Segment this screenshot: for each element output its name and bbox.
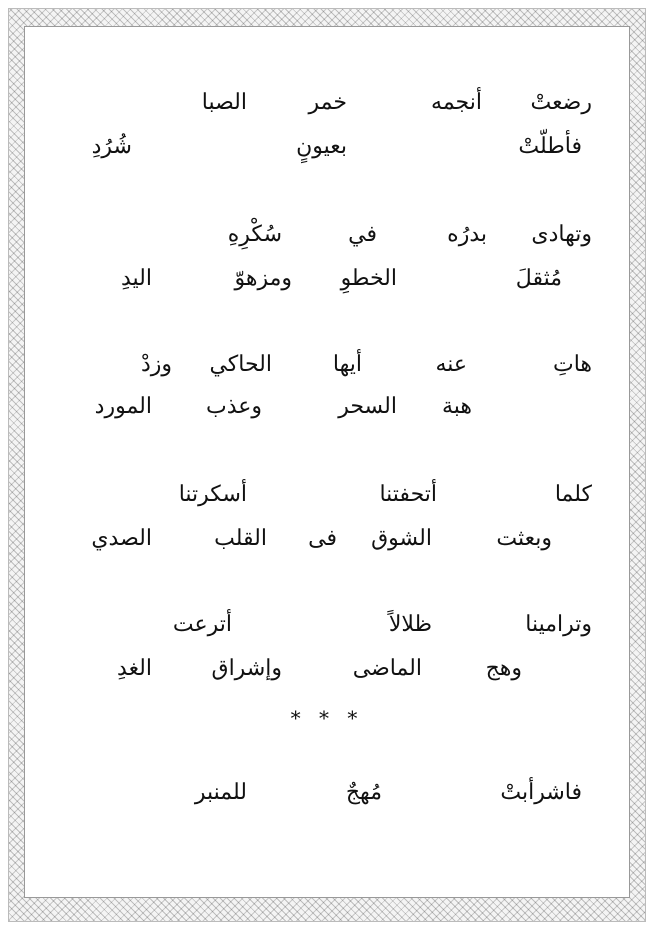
verse-word: خمر: [308, 90, 347, 115]
verse-word: أترعت: [172, 612, 232, 637]
verse-word: الغدِ: [117, 656, 152, 681]
verse-word: مُثقلَ: [515, 266, 562, 291]
verse-line: [62, 90, 592, 130]
verse-line: [62, 612, 592, 652]
section-separator: * * *: [290, 706, 364, 730]
verse-word: ظلالاً: [388, 612, 432, 637]
verse-word: كلما: [554, 482, 592, 507]
verse-word: بعيونٍ: [296, 134, 347, 159]
verse-word: رضعتْ: [530, 90, 592, 115]
verse-word: وهج: [485, 656, 522, 681]
verse-word: مُهجٌ: [345, 780, 382, 805]
verse-word: سُكْرِهِ: [227, 222, 282, 247]
verse-word: أيها: [332, 352, 362, 377]
verse-word: شُرُدِ: [91, 134, 132, 159]
verse-word: للمنبر: [194, 780, 247, 805]
verse-word: وعذب: [205, 394, 262, 419]
verse-line: [62, 526, 592, 566]
verse-line: [62, 352, 592, 392]
verse-word: وزدْ: [140, 352, 172, 377]
verse-line: [62, 134, 592, 174]
verse-word: اليدِ: [120, 266, 152, 291]
verse-word: هاتِ: [552, 352, 592, 377]
verse-word: هبة: [441, 394, 472, 419]
verse-word: وبعثت: [496, 526, 552, 551]
verse-word: فاشرأبتْ: [500, 780, 582, 805]
verse-word: السحر: [338, 394, 397, 419]
verse-word: بدرُه: [447, 222, 487, 247]
verse-word: الماضى: [352, 656, 422, 681]
verse-line: [62, 656, 592, 696]
verse-word: وإشراق: [211, 656, 282, 681]
verse-word: أتحفتنا: [379, 482, 437, 507]
verse-word: ومزهوّ: [234, 266, 292, 291]
verse-word: أنجمه: [431, 90, 482, 115]
verse-word: في: [348, 222, 377, 247]
verse-word: القلب: [214, 526, 267, 551]
verse-word: عنه: [435, 352, 467, 377]
verse-word: فى: [308, 526, 337, 551]
verse-word: فأطلّتْ: [518, 134, 582, 159]
verse-word: أسكرتنا: [178, 482, 247, 507]
verse-word: المورد: [94, 394, 152, 419]
verse-line: [62, 394, 592, 434]
verse-word: الصدي: [91, 526, 152, 551]
verse-word: الصبا: [201, 90, 247, 115]
verse-word: وتهادى: [531, 222, 592, 247]
verse-line: [62, 266, 592, 306]
verse-line: [62, 482, 592, 522]
verse-word: الحاكي: [209, 352, 272, 377]
verse-line: [62, 780, 592, 820]
verse-word: وترامينا: [525, 612, 592, 637]
verse-word: الشوق: [371, 526, 432, 551]
verse-line: [62, 222, 592, 262]
verse-word: الخطوِ: [340, 266, 397, 291]
